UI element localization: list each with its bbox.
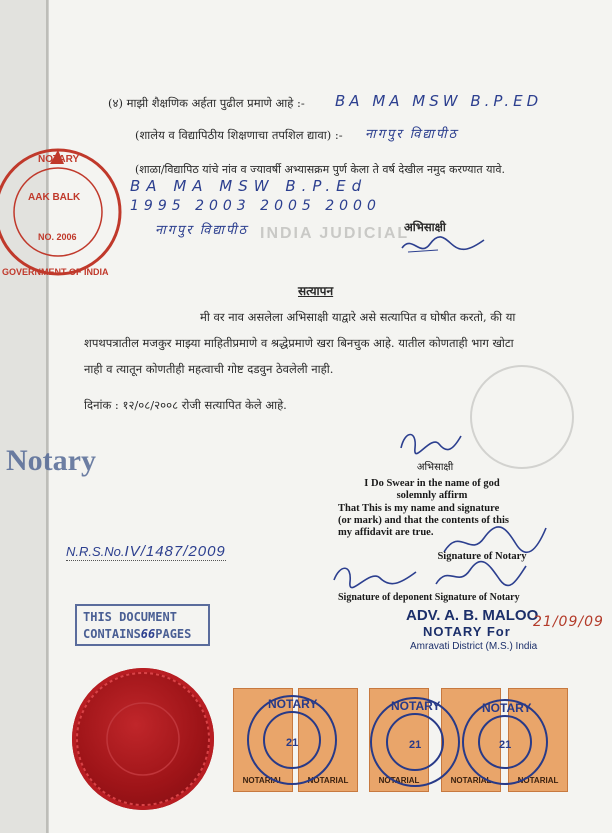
oath-line-4: (or mark) and that the contents of this — [338, 515, 510, 526]
doc-stamp-line-2 — [83, 626, 202, 643]
oath-line-1: I Do Swear in the name of god — [364, 478, 500, 489]
binding-fold — [46, 0, 48, 833]
left-seal-top-text: NOTARY — [38, 154, 80, 165]
university-name: नागपुर विद्यापीठ — [155, 223, 249, 238]
stamp-label-5: NOTARIAL — [517, 776, 559, 785]
verification-line-2: शपथपत्रातील मजकुर माझ्या माहितीप्रमाणे व श्रद्धेप्रमाणे खरा बिनचुक आहे. यातील कोणताही भाग खोटा — [84, 336, 514, 350]
oath-line-2: solemnly affirm — [396, 490, 468, 501]
registration-number — [66, 543, 226, 561]
registration-value: IV/1487/2009 — [124, 543, 226, 560]
red-seal-ring — [72, 668, 214, 810]
stamp-label-3: NOTARIAL — [378, 776, 420, 785]
years-list: 1995 2003 2005 2000 — [130, 198, 381, 214]
left-binding-strip — [0, 0, 49, 833]
stamp-label-1: NOTARIAL — [242, 776, 284, 785]
seal-date-2: 21 — [409, 739, 422, 751]
degrees-list: BA MA MSW B.P.Ed — [130, 177, 368, 195]
stamp-label-2: NOTARIAL — [307, 776, 349, 785]
advocate-place: Amravati District (M.S.) India — [410, 641, 538, 652]
faint-bleed-seal — [470, 365, 574, 469]
verification-heading: सत्यापन — [298, 284, 334, 298]
signature-of-notary-label: Signature of Notary — [437, 551, 527, 562]
qualification-value: BA MA MSW B.P.ED — [335, 92, 543, 110]
applicant-signature — [398, 230, 488, 260]
advocate-date: 21/09/09 — [533, 614, 604, 630]
doc-stamp-line-1: THIS DOCUMENT — [83, 610, 177, 624]
left-notary-seal — [0, 140, 130, 290]
doc-stamp-contains: CONTAINS — [83, 627, 141, 641]
verification-line-1: मी वर नाव असलेला अभिसाक्षी याद्वारे असे सत्यापित व घोषीत करतो, की या — [200, 310, 516, 324]
deponent-signature-top — [395, 428, 465, 458]
stamp-label-4: NOTARIAL — [450, 776, 492, 785]
notary-signature-2 — [430, 558, 530, 592]
school-detail-label: (शालेय व विद्यापिठीय शिक्षणाचा तपशिल द्यावा) :- — [135, 128, 343, 142]
school-note: (शाळा/विद्यापिठ यांचे नांव व ज्यावर्षी अभ्यासक्रम पुर्ण केला ते वर्ष देखील नमुद करण्यात यावे. — [135, 163, 506, 176]
seal-text-3: NOTARY — [482, 701, 532, 715]
notary-round-seals — [240, 680, 580, 810]
document-pages-stamp — [75, 604, 210, 646]
applicant-label: अभिसाक्षी — [404, 220, 446, 234]
seal-text-1: NOTARY — [268, 697, 318, 711]
verification-line-3: नाही व त्यातून कोणतीही महत्वाची गोष्ट दडवुन ठेवलेली नाही. — [84, 362, 334, 376]
notary-watermark: Notary — [6, 444, 96, 477]
oath-line-5: my affidavit are true. — [338, 527, 434, 538]
left-seal-reg: NO. 2006 — [38, 232, 77, 242]
bleed-through-text: INDIA JUDICIAL — [260, 225, 410, 242]
registration-prefix: N.R.S.No. — [66, 544, 125, 559]
deponent-label: अभिसाक्षी — [416, 462, 454, 473]
seal-date-3: 21 — [499, 739, 512, 751]
left-seal-bottom-text: GOVERNMENT OF INDIA — [2, 267, 109, 277]
oath-line-3: That This is my name and signature — [338, 503, 500, 514]
qualification-label: (४) माझी शैक्षणिक अर्हता पुढील प्रमाणे आहे :- — [108, 96, 305, 110]
signature-labels: Signature of deponent Signature of Notary — [338, 592, 520, 603]
deponent-signature-bottom — [330, 558, 420, 592]
school-detail-value: नागपुर विद्यापीठ — [365, 127, 459, 142]
left-seal-name: AAK BALK — [28, 192, 81, 203]
doc-stamp-page-count: 66 — [140, 627, 156, 641]
advocate-title: NOTARY For — [423, 624, 511, 639]
verification-date: दिनांक : १२/०८/२००८ रोजी सत्यापित केले आहे. — [84, 398, 287, 412]
seal-text-2: NOTARY — [391, 699, 441, 713]
advocate-name: ADV. A. B. MALOO — [406, 607, 539, 624]
seal-date-1: 21 — [286, 737, 299, 749]
doc-stamp-pages-label: PAGES — [155, 627, 192, 641]
